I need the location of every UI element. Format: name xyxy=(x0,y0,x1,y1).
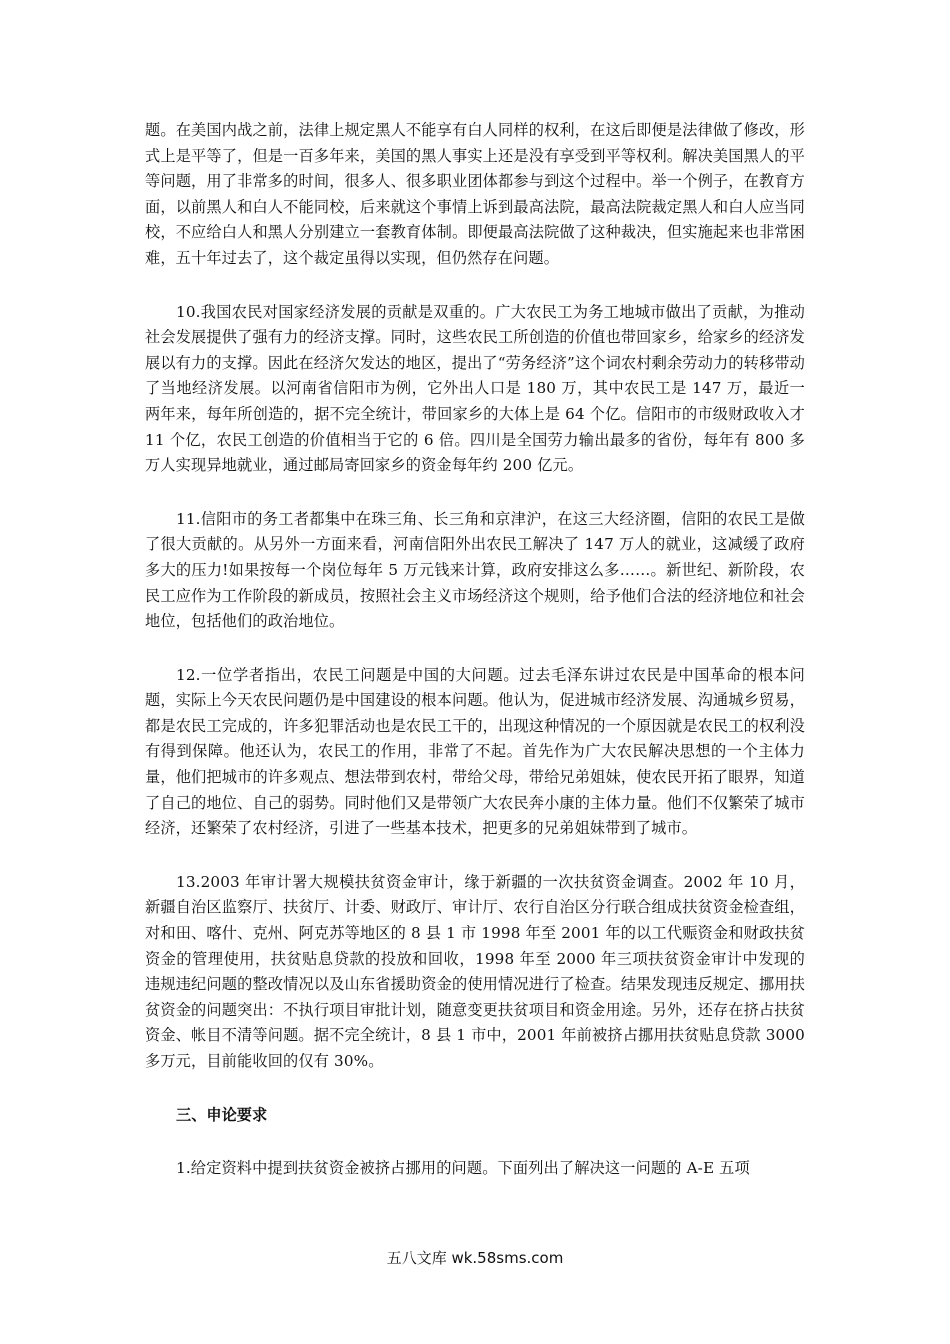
paragraph-continued: 题。在美国内战之前，法律上规定黑人不能享有白人同样的权利，在这后即便是法律做了修改，形式上是平等了，但是一百多年来，美国的黑人事实上还是没有享受到平等权利。解决美国黑人的平等问题，用了非常多的时间，很多人、很多职业团体都参与到这个过程中。举一个例子，在教育方面，以前黑人和白人不能同校，后来就这个事情上诉到最高法院，最高法院裁定黑人和白人应当同校，不应给白人和黑人分别建立一套教育体制。即便最高法院做了这种裁决，但实施起来也非常困难，五十年过去了，这个裁定虽得以实现，但仍然存在问题。 xyxy=(145,121,805,267)
section-heading: 三、申论要求 xyxy=(176,1105,268,1124)
paragraph-10: 10.我国农民对国家经济发展的贡献是双重的。广大农民工为务工地城市做出了贡献，为推动社会发展提供了强有力的经济支撑。同时，这些农民工所创造的价值也带回家乡，给家乡的经济发展以有力的支撑。因此在经济欠发达的地区，提出了“劳务经济”这个词农村剩余劳动力的转移带动了当地经济发展。以河南省信阳市为例，它外出人口是 180 万，其中农民工是 147 万，最近一两年来，每年所创造的，据不完全统计，带回家乡的大体上是 64 个亿。信阳市的市级财政收入才 11 个亿，农民工创造的价值相当于它的 6 倍。四川是全国劳力输出最多的省份，每年有 800 多万人实现异地就业，通过邮局寄回家乡的资金每年约 200 亿元。 xyxy=(145,302,806,475)
paragraph-gap xyxy=(145,272,805,300)
paragraph-12: 12.一位学者指出，农民工问题是中国的大问题。过去毛泽东讲过农民是中国革命的根本问题，实际上今天农民问题仍是中国建设的根本问题。他认为，促进城市经济发展、沟通城乡贸易，都是农民工完成的，许多犯罪活动也是农民工干的，出现这种情况的一个原因就是农民工的权利没有得到保障。他还认为，农民工的作用，非常了不起。首先作为广大农民解决思想的一个主体力量，他们把城市的许多观点、想法带到农村，带给父母，带给兄弟姐妹，使农民开拓了眼界，知道了自己的地位、自己的弱势。同时他们又是带领广大农民奔小康的主体力量。他们不仅繁荣了城市经济，还繁荣了农村经济，引进了一些基本技术，把更多的兄弟姐妹带到了城市。 xyxy=(145,665,805,838)
requirement-1: 1.给定资料中提到扶贫资金被挤占挪用的问题。下面列出了解决这一问题的 A-E 五项 xyxy=(176,1159,750,1178)
paragraph-11: 11.信阳市的务工者都集中在珠三角、长三角和京津沪，在这三大经济圈，信阳的农民工是做了很大贡献的。从另外一方面来看，河南信阳外出农民工解决了 147 万人的就业，这减缓了政府多大的压力!如果按每一个岗位每年 5 万元钱来计算，政府安排这么多……。新世纪、新阶段，农民工应作为工作阶段的新成员，按照社会主义市场经济这个规则，给予他们合法的经济地位和社会地位，包括他们的政治地位。 xyxy=(145,509,805,631)
page-footer-watermark: 五八文库 wk.58sms.com xyxy=(386,1249,564,1267)
document-body xyxy=(145,118,805,1182)
paragraph-gap xyxy=(145,479,805,507)
paragraph-gap xyxy=(145,635,805,663)
paragraph-gap xyxy=(145,842,805,870)
paragraph-gap xyxy=(145,1075,805,1103)
paragraph-13: 13.2003 年审计署大规模扶贫资金审计，缘于新疆的一次扶贫资金调查。2002 年 10 月，新疆自治区监察厅、扶贫厅、计委、财政厅、审计厅、农行自治区分行联合组成扶贫资金检查组，对和田、喀什、克州、阿克苏等地区的 8 县 1 市 1998 年至 2001 年的以工代赈资金和财政扶贫资金的管理使用，扶贫贴息贷款的投放和回收，1998 年至 2000 年三项扶贫资金审计中发现的违规违纪问题的整改情况以及山东省援助资金的使用情况进行了检查。结果发现违反规定、挪用扶贫资金的问题突出：不执行项目审批计划，随意变更扶贫项目和资金用途。另外，还存在挤占扶贫资金、帐目不清等问题。据不完全统计，8 县 1 市中，2001 年前被挤占挪用扶贫贴息贷款 3000 多万元，目前能收回的仅有 30%。 xyxy=(145,872,805,1070)
paragraph-gap xyxy=(145,1128,805,1156)
